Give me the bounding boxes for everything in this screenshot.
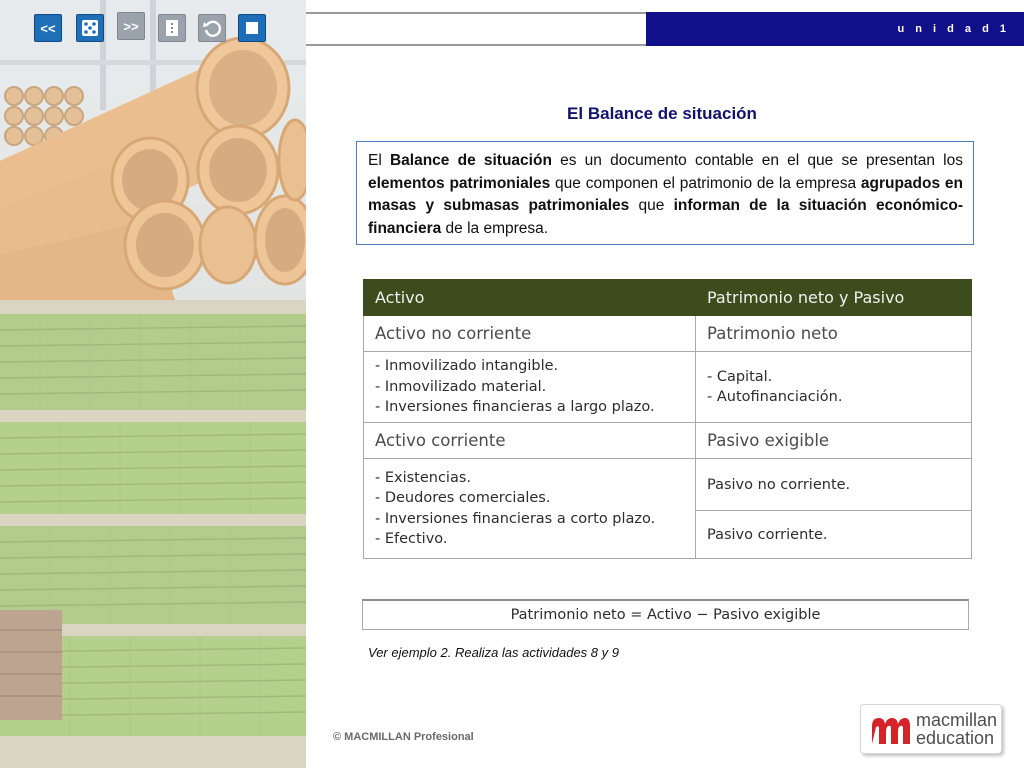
equation-text: Patrimonio neto = Activo − Pasivo exigible: [510, 607, 821, 623]
list-item: - Inmovilizado material.: [375, 378, 547, 395]
balance-table: [363, 279, 972, 559]
definition-bold-term: agrupados en masas y submasas patrimoniales: [368, 174, 963, 214]
definition-bold-term: elementos patrimoniales: [368, 174, 551, 192]
definition-text: El: [368, 152, 390, 169]
next-button[interactable]: [117, 12, 145, 40]
list-item: - Capital.: [707, 368, 773, 385]
current-assets-cell: Activo corriente: [364, 423, 696, 459]
example-note: Ver ejemplo 2. Realiza las actividades 8 y 9: [368, 645, 619, 660]
table-row: [364, 423, 972, 459]
definition-box: [356, 141, 974, 245]
background-photo: [0, 0, 306, 768]
rotate-back-icon: [202, 18, 222, 38]
definition-text: que: [629, 197, 674, 214]
definition-bold-term: Balance de situación: [389, 152, 552, 169]
stop-square-icon: [245, 21, 259, 35]
previous-button[interactable]: [34, 14, 62, 42]
definition-text: que componen el patrimonio de la empresa: [550, 174, 861, 192]
copyright-text: © MACMILLAN Profesional: [333, 731, 474, 743]
page-title: El Balance de situación: [567, 104, 757, 123]
list-item: - Inversiones financieras a corto plazo.: [375, 510, 656, 527]
table-row: [364, 459, 972, 511]
header-divider: [306, 12, 646, 46]
unit-label: u n i d a d 1: [897, 23, 1010, 35]
definition-text: es un documento contable en el que se presentan los: [551, 152, 963, 169]
stop-button[interactable]: [238, 14, 266, 42]
list-item: - Existencias.: [375, 469, 472, 486]
noncurrent-liabilities-cell: Pasivo no corriente.: [696, 459, 972, 511]
macmillan-education-logo: [860, 704, 1002, 754]
list-item: - Inmovilizado intangible.: [375, 358, 559, 375]
table-row: [364, 316, 972, 352]
index-button[interactable]: [76, 14, 104, 42]
macmillan-logo-icon: [870, 712, 912, 746]
notes-button[interactable]: [158, 14, 186, 42]
document-list-icon: [164, 19, 180, 37]
noncurrent-assets-cell: Activo no corriente: [364, 316, 696, 352]
noncurrent-assets-list: [364, 352, 696, 423]
list-item: - Inversiones financieras a largo plazo.: [375, 399, 655, 416]
dice-grid-icon: [81, 19, 99, 37]
table-row: [364, 352, 972, 423]
definition-text: de la empresa.: [441, 219, 549, 237]
header-equity-liabilities: Patrimonio neto y Pasivo: [696, 280, 972, 316]
list-item: - Deudores comerciales.: [375, 490, 551, 506]
accounting-equation: [362, 599, 969, 630]
logo-wordmark: [916, 711, 997, 747]
logo-line-1: macmillan: [916, 710, 998, 730]
definition-bold-term: informan de la situación económico-financiera: [368, 197, 963, 237]
current-liabilities-cell: Pasivo corriente.: [696, 511, 972, 559]
double-chevron-left-icon: <<: [40, 20, 56, 36]
list-item: - Autofinanciación.: [707, 389, 843, 405]
net-worth-cell: Patrimonio neto: [696, 316, 972, 352]
current-assets-list: [364, 459, 696, 559]
back-button[interactable]: [198, 14, 226, 42]
logo-line-2: education: [916, 728, 995, 748]
liabilities-cell: Pasivo exigible: [696, 423, 972, 459]
unit-header-bar: [646, 12, 1024, 46]
header-assets: Activo: [364, 280, 696, 316]
table-header-row: [364, 280, 972, 316]
net-worth-list: [696, 352, 972, 423]
double-chevron-right-icon: >>: [123, 18, 139, 34]
list-item: - Efectivo.: [375, 531, 448, 547]
